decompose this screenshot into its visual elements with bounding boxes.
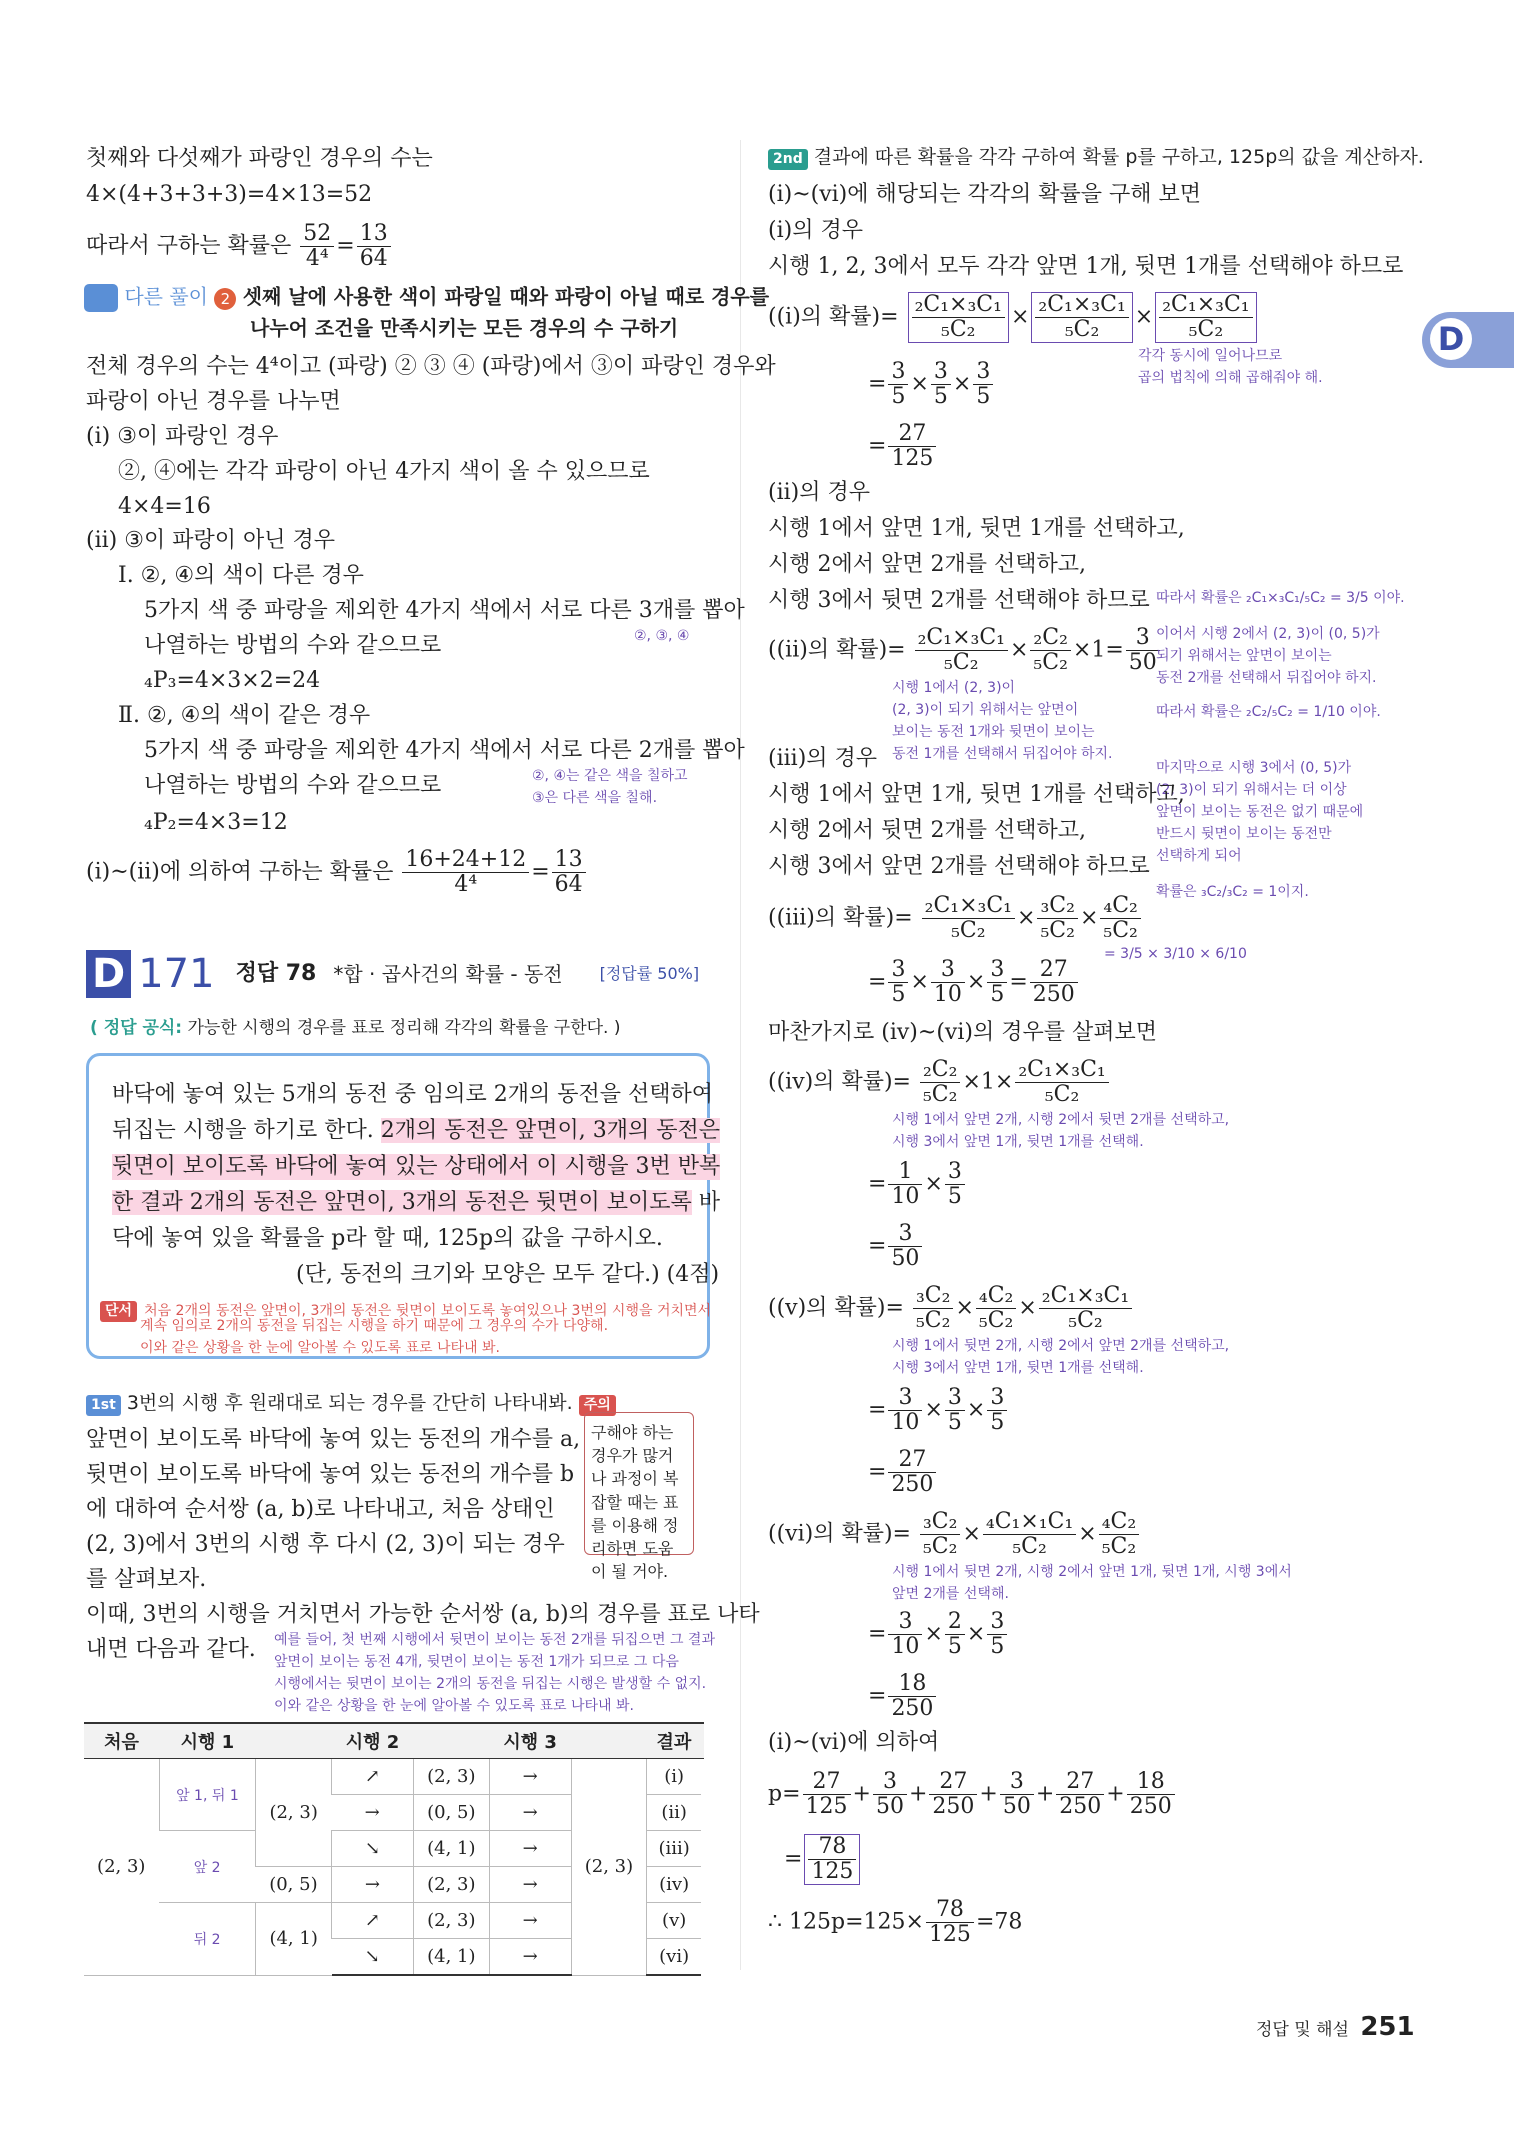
- text-line: 이때, 3번의 시행을 거치면서 가능한 순서쌍 (a, b)의 경우를 표로 나타: [86, 1602, 760, 1627]
- problem-text-line: [112, 1118, 720, 1144]
- table-cell: (2, 3): [256, 1759, 332, 1867]
- fraction: $\frac{3}{5}$: [945, 1160, 965, 1209]
- table-cell: →: [489, 1831, 571, 1867]
- fraction: $\frac{3}{50}$: [1000, 1770, 1034, 1819]
- annotation: 되기 위해서는 앞면이 보이는: [1156, 648, 1332, 664]
- hint-text: 처음 2개의 동전은 앞면이, 3개의 동전은 뒷면이 보이도록 놓여있으나 3번의 시행을 거치면서: [144, 1303, 712, 1319]
- text-line: 5가지 색 중 파랑을 제외한 4가지 색에서 서로 다른 3개를 뽑아: [144, 598, 745, 623]
- annotation: 시행 1에서 (2, 3)이: [892, 680, 1016, 696]
- table-cell: (vi): [647, 1939, 701, 1976]
- text-line: 전체 경우의 수는 4⁴이고 (파랑) ② ③ ④ (파랑)에서 ③이 파랑인 경우와: [86, 354, 776, 379]
- annotation: 시행 3에서 앞면 1개, 뒷면 1개를 선택해.: [892, 1360, 1144, 1376]
- step-tag: 2nd: [768, 149, 808, 170]
- text-segment: =78: [975, 1909, 1023, 1935]
- text-line: 마찬가지로 (iv)~(vi)의 경우를 살펴보면: [768, 1020, 1157, 1045]
- equation-label: ((i)의 확률)=: [768, 304, 899, 330]
- table-cell: (4, 1): [413, 1831, 489, 1867]
- fraction: $\frac{3}{5}$: [888, 360, 908, 409]
- table-cell: →: [489, 1867, 571, 1903]
- text-line: 시행 3에서 앞면 2개를 선택해야 하므로: [768, 854, 1150, 879]
- probability-line: 따라서 구하는 확률은 $\frac{52}{\text{4⁴}}$ = $\frac{13}{64}$: [86, 222, 393, 271]
- text-line: (i)의 경우: [768, 218, 863, 243]
- annotation-text: 확률은: [1156, 884, 1197, 900]
- equation: = $\frac{18}{250}$: [868, 1672, 938, 1721]
- fraction: $\frac{78}{125}$: [926, 1898, 974, 1947]
- table-cell: 앞 1, 뒤 1: [159, 1759, 256, 1831]
- fraction: $\frac{3}{5}$: [888, 958, 908, 1007]
- fraction: $\frac{\text{₄C₂}}{\text{₅C₂}}$: [1099, 1510, 1139, 1559]
- step-tag: 1st: [86, 1395, 121, 1416]
- table-cell: (i): [647, 1759, 701, 1795]
- text-segment: ∴ 125p=125×: [768, 1909, 924, 1935]
- fraction: $\frac{78}{125}$: [804, 1834, 860, 1885]
- equation: = $\frac{27}{125}$: [868, 422, 938, 471]
- text-line: 앞면이 보이도록 바닥에 놓여 있는 동전의 개수를 a,: [86, 1427, 581, 1452]
- text-line: (ii)의 경우: [768, 480, 870, 505]
- column-divider: [740, 140, 741, 1970]
- text-line: 시행 3에서 뒷면 2개를 선택해야 하므로: [768, 588, 1150, 613]
- fraction: $\frac{3}{5}$: [973, 360, 993, 409]
- alt-title: 셋째 날에 사용한 색이 파랑일 때와 파랑이 아닐 때로 경우를: [242, 284, 770, 309]
- fraction: $\frac{\text{₂C₂}}{\text{₅C₂}}$: [1030, 626, 1070, 675]
- formula-line: [90, 1018, 620, 1038]
- text-line: 첫째와 다섯째가 파랑인 경우의 수는: [86, 146, 433, 171]
- example-note: 이와 같은 상황을 한 눈에 알아볼 수 있도록 표로 나타내 봐.: [274, 1698, 635, 1714]
- tip-box: 구해야 하는 경우가 많거나 과정이 복잡할 때는 표를 이용해 정리하면 도움이 될 거야.: [584, 1412, 694, 1555]
- equation-label: ((vi)의 확률)=: [768, 1521, 911, 1547]
- annotation: ②, ③, ④: [634, 628, 690, 644]
- warning-tag: 주의: [579, 1395, 616, 1416]
- text-line: (i) ③이 파랑인 경우: [86, 424, 279, 449]
- equation: = $\frac{1}{10}$ × $\frac{3}{5}$: [868, 1160, 967, 1209]
- problem-header: [86, 950, 699, 998]
- annotation: 따라서 확률은 ₂C₁×₃C₁/₅C₂ = 3/5 이야.: [1156, 590, 1405, 606]
- fraction: $\frac{3}{10}$: [888, 1386, 922, 1435]
- annotation: 선택하게 되어: [1156, 848, 1242, 864]
- annotation-text: 따라서 확률은: [1156, 704, 1242, 720]
- step2-heading: [768, 146, 1424, 170]
- annotation: 시행 3에서 앞면 1개, 뒷면 1개를 선택해.: [892, 1134, 1144, 1150]
- text-line: (i)~(vi)에 의하여: [768, 1730, 940, 1755]
- highlight: 한 결과 2개의 동전은 앞면이, 3개의 동전은 뒷면이 보이도록: [112, 1190, 692, 1215]
- equation: = $\frac{3}{5}$ × $\frac{3}{5}$ × $\frac{3}{5}$: [868, 360, 995, 409]
- annotation: 앞면 2개를 선택해.: [892, 1586, 1009, 1602]
- annotation: (2, 3)이 되기 위해서는 더 이상: [1156, 782, 1347, 798]
- text-segment: (i)~(ii)에 의하여 구하는 확률은: [86, 859, 394, 885]
- fraction: $\frac{\text{₂C₁×₃C₁}}{\text{₅C₂}}$: [1155, 292, 1256, 343]
- problem-number: 171: [138, 951, 215, 997]
- answer: 정답 78: [235, 960, 317, 986]
- problem-text: 닥에 놓여 있을 확률을 p라 할 때, 125p의 값을 구하시오.: [112, 1226, 663, 1251]
- table-header: 시행 3: [489, 1723, 571, 1759]
- annotation: 시행 1에서 뒷면 2개, 시행 2에서 앞면 2개를 선택하고,: [892, 1338, 1230, 1354]
- table-cell: (0, 5): [256, 1867, 332, 1903]
- fraction: $\frac{3}{5}$: [987, 958, 1007, 1007]
- text-line: 시행 1에서 앞면 1개, 뒷면 1개를 선택하고,: [768, 516, 1185, 541]
- step-title: 결과에 따른 확률을 각각 구하여 확률 p를 구하고, 125p의 값을 계산하자.: [813, 146, 1424, 168]
- table-cell: (2, 3): [571, 1759, 647, 1976]
- equation-label: ((v)의 확률)=: [768, 1295, 904, 1321]
- fraction: $\frac{\text{₃C₂}}{\text{₅C₂}}$: [920, 1510, 960, 1559]
- table-cell: →: [489, 1795, 571, 1831]
- annotation: (2, 3)이 되기 위해서는 앞면이: [892, 702, 1079, 718]
- hint-text: 계속 임의로 2개의 동전을 뒤집는 시행을 하기 때문에 그 경우의 수가 다양해.: [140, 1318, 609, 1334]
- fraction: $\frac{52}{\text{4⁴}}$: [300, 222, 334, 271]
- annotation: 동전 2개를 선택해서 뒤집어야 하지.: [1156, 670, 1377, 686]
- table-cell: ↘: [332, 1831, 414, 1867]
- fraction: $\frac{\text{₂C₁×₃C₁}}{\text{₅C₂}}$: [908, 292, 1009, 343]
- alt-title-cont: 나누어 조건을 만족시키는 모든 경우의 수 구하기: [250, 316, 679, 340]
- text-line: 에 대하여 순서쌍 (a, b)로 나타내고, 처음 상태인: [86, 1497, 555, 1522]
- text-line: Ⅰ. ②, ④의 색이 다른 경우: [118, 563, 364, 588]
- fraction: $\frac{3}{50}$: [1126, 626, 1160, 675]
- table-cell: →: [332, 1867, 414, 1903]
- text-line: ₄P₂=4×3=12: [144, 810, 288, 835]
- annotation: 확률은 ₃C₂/₃C₂ = 1이지.: [1156, 884, 1309, 900]
- fraction: $\frac{\text{₄C₁×₁C₁}}{\text{₅C₂}}$: [983, 1510, 1076, 1559]
- text-line: 시행 1, 2, 3에서 모두 각각 앞면 1개, 뒷면 1개를 선택해야 하므로: [768, 254, 1404, 279]
- text-line: 뒷면이 보이도록 바닥에 놓여 있는 동전의 개수를 b: [86, 1462, 575, 1487]
- problem-text: 뒷면이 보이도록 바닥에 놓여 있는 상태에서 이 시행을 3번 반복: [112, 1154, 721, 1179]
- equation: = $\frac{3}{50}$: [868, 1222, 924, 1271]
- table-cell: ↗: [332, 1759, 414, 1795]
- text-segment: 따라서 구하는 확률은: [86, 233, 292, 259]
- accuracy-rate: [정답률 50%]: [599, 964, 700, 984]
- fraction: $\frac{3}{10}$: [931, 958, 965, 1007]
- table-cell: (ii): [647, 1795, 701, 1831]
- fraction: $\frac{\text{₂C₁×₃C₁}}{\text{₅C₂}}$: [1015, 1058, 1108, 1107]
- table-cell: 뒤 2: [159, 1903, 256, 1976]
- table-header-row: [84, 1723, 704, 1759]
- alt-label: 다른 풀이: [124, 284, 208, 309]
- equation: = $\frac{3}{5}$ × $\frac{3}{10}$ × $\frac{3}{5}$ = $\frac{27}{250}$: [868, 958, 1080, 1007]
- problem-text-line: [112, 1190, 720, 1216]
- text-line: 4×4=16: [118, 494, 211, 519]
- annotation: 동전 1개를 선택해서 뒤집어야 하지.: [892, 746, 1113, 762]
- annotation: ②, ④는 같은 색을 칠하고: [532, 768, 688, 784]
- equation: = $\frac{3}{10}$ × $\frac{2}{5}$ × $\frac{3}{5}$: [868, 1610, 1009, 1659]
- table-cell: (2, 3): [84, 1759, 159, 1976]
- equation-label: ((ii)의 확률)=: [768, 637, 906, 663]
- text-line: Ⅱ. ②, ④의 색이 같은 경우: [118, 703, 371, 728]
- fraction: $\frac{3}{5}$: [945, 1386, 965, 1435]
- annotation-text: 따라서 확률은: [1156, 590, 1242, 606]
- annotation: 앞면이 보이는 동전은 없기 때문에: [1156, 804, 1364, 820]
- fraction: $\frac{\text{₂C₁×₃C₁}}{\text{₅C₂}}$: [915, 626, 1008, 675]
- problem-text: (단, 동전의 크기와 모양은 모두 같다.) (4점): [296, 1262, 720, 1287]
- step1-heading: [86, 1392, 616, 1416]
- text-line: 5가지 색 중 파랑을 제외한 4가지 색에서 서로 다른 2개를 뽑아: [144, 738, 745, 763]
- fraction: $\frac{\text{₂C₁×₃C₁}}{\text{₅C₂}}$: [1031, 292, 1132, 343]
- text-line: (2, 3)에서 3번의 시행 후 다시 (2, 3)이 되는 경우: [86, 1532, 565, 1557]
- example-note: 시행에서는 뒷면이 보이는 2개의 동전을 뒤집는 시행은 발생할 수 없지.: [274, 1676, 707, 1692]
- fraction: $\frac{27}{250}$: [1056, 1770, 1104, 1819]
- fraction: $\frac{3}{5}$: [987, 1386, 1007, 1435]
- table-cell: (4, 1): [256, 1903, 332, 1976]
- table-cell: (2, 3): [413, 1867, 489, 1903]
- table-header: 결과: [647, 1723, 701, 1759]
- text-line: 4×(4+3+3+3)=4×13=52: [86, 182, 373, 207]
- equation: = $\frac{3}{10}$ × $\frac{3}{5}$ × $\frac{3}{5}$: [868, 1386, 1009, 1435]
- problem-text: 바닥에 놓여 있는 5개의 동전 중 임의로 2개의 동전을 선택하여: [112, 1082, 713, 1107]
- fraction: $\frac{3}{5}$: [987, 1610, 1007, 1659]
- fraction: $\frac{\text{₄C₂}}{\text{₅C₂}}$: [1100, 894, 1140, 943]
- section-letter: D: [86, 950, 131, 998]
- annotation: 시행 1에서 앞면 2개, 시행 2에서 뒷면 2개를 선택하고,: [892, 1112, 1230, 1128]
- fraction: $\frac{\text{₂C₁×₃C₁}}{\text{₅C₂}}$: [922, 894, 1015, 943]
- fraction: $\frac{27}{250}$: [1030, 958, 1078, 1007]
- hint-tag: 단서: [100, 1301, 137, 1322]
- fraction: $\frac{\text{₃C₂}}{\text{₅C₂}}$: [1037, 894, 1077, 943]
- alt-number-badge: 2: [214, 288, 236, 310]
- hint-text: 이와 같은 상황을 한 눈에 알아볼 수 있도록 표로 나타내 봐.: [140, 1340, 501, 1356]
- table-cell: 앞 2: [159, 1831, 256, 1903]
- equation: ((v)의 확률)= $\frac{\text{₃C₂}}{\text{₅C₂}}$ × $\frac{\text{₄C₂}}{\text{₅C₂}}$ × $\frac{\text{₂C₁×₃C₁}}{\text{₅C₂}}$: [768, 1284, 1134, 1333]
- annotation: 이어서 시행 2에서 (2, 3)이 (0, 5)가: [1156, 626, 1380, 642]
- table-cell: →: [332, 1795, 414, 1831]
- example-note: 예를 들어, 첫 번째 시행에서 뒷면이 보이는 동전 2개를 뒤집으면 그 결과: [274, 1632, 715, 1648]
- alt-solution-heading: [84, 284, 769, 312]
- fraction: $\frac{27}{250}$: [888, 1448, 936, 1497]
- people-icon: [84, 284, 118, 312]
- text-segment: 바: [698, 1190, 720, 1215]
- fraction: $\frac{\text{₂C₂}}{\text{₅C₂}}$: [920, 1058, 960, 1107]
- text-line: 시행 2에서 앞면 2개를 선택하고,: [768, 552, 1086, 577]
- fraction: $\frac{3}{10}$: [888, 1610, 922, 1659]
- annotation: 시행 1에서 뒷면 2개, 시행 2에서 앞면 1개, 뒷면 1개, 시행 3에서: [892, 1564, 1292, 1580]
- table-row: [84, 1759, 704, 1795]
- equation: p= $\frac{27}{125}$ + $\frac{3}{50}$ + $\frac{27}{250}$ + $\frac{3}{50}$ + $\frac{27}{250}$ + $\frac{18}{250}$: [768, 1770, 1177, 1819]
- equation-label: ((iv)의 확률)=: [768, 1069, 911, 1095]
- fraction: $\frac{1}{10}$: [888, 1160, 922, 1209]
- equation: ((vi)의 확률)= $\frac{\text{₃C₂}}{\text{₅C₂}}$ × $\frac{\text{₄C₁×₁C₁}}{\text{₅C₂}}$ × $\frac{\text{₄C₂}}{\text{₅C₂}}$: [768, 1510, 1141, 1559]
- text-line: 나열하는 방법의 수와 같으므로: [144, 633, 442, 658]
- fraction: $\frac{18}{250}$: [1127, 1770, 1175, 1819]
- table-cell: (0, 5): [413, 1795, 489, 1831]
- annotation: 반드시 뒷면이 보이는 동전만: [1156, 826, 1332, 842]
- table-cell: →: [489, 1939, 571, 1976]
- step-title: 3번의 시행 후 원래대로 되는 경우를 간단히 나타내봐.: [126, 1392, 573, 1414]
- fraction: $\frac{\text{₃C₂}}{\text{₅C₂}}$: [913, 1284, 953, 1333]
- probability-line: (i)~(ii)에 의하여 구하는 확률은 $\frac{16+24+12}{\text{4⁴}}$ = $\frac{13}{64}$: [86, 848, 588, 897]
- text-line: 를 살펴보자.: [86, 1567, 207, 1592]
- footer: [1256, 2012, 1415, 2043]
- table-cell: (iii): [647, 1831, 701, 1867]
- fraction: $\frac{3}{5}$: [931, 360, 951, 409]
- table-cell: ↗: [332, 1903, 414, 1939]
- text-line: (i)~(vi)에 해당되는 각각의 확률을 구해 보면: [768, 182, 1202, 207]
- table-header: [571, 1723, 647, 1759]
- text-line: (iii)의 경우: [768, 746, 878, 771]
- topic: *합 · 곱사건의 확률 - 동전: [333, 962, 563, 986]
- fraction: $\frac{2}{5}$: [945, 1610, 965, 1659]
- text-line: ②, ④에는 각각 파랑이 아닌 4가지 색이 올 수 있으므로: [118, 459, 650, 484]
- text-line: 시행 1에서 앞면 1개, 뒷면 1개를 선택하고,: [768, 782, 1185, 807]
- annotation: ③은 다른 색을 칠해.: [532, 790, 658, 806]
- table-cell: (2, 3): [413, 1759, 489, 1795]
- page-number: 251: [1360, 2012, 1415, 2042]
- text-line: 시행 2에서 뒷면 2개를 선택하고,: [768, 818, 1086, 843]
- result-table: [84, 1722, 704, 1976]
- fraction: $\frac{3}{50}$: [873, 1770, 907, 1819]
- fraction: $\frac{27}{125}$: [803, 1770, 851, 1819]
- text-line: (ii) ③이 파랑이 아닌 경우: [86, 528, 335, 553]
- annotation: 곱의 법칙에 의해 곱해줘야 해.: [1138, 370, 1323, 386]
- section-tab-letter: D: [1430, 318, 1472, 360]
- annotation: = 3/5 × 3/10 × 6/10: [1104, 946, 1247, 962]
- table-cell: ↘: [332, 1939, 414, 1976]
- footer-label: 정답 및 해설: [1256, 2020, 1349, 2040]
- equation: = $\frac{78}{125}$: [784, 1834, 862, 1885]
- equation: ((iv)의 확률)= $\frac{\text{₂C₂}}{\text{₅C₂}}$ ×1× $\frac{\text{₂C₁×₃C₁}}{\text{₅C₂}}$: [768, 1058, 1111, 1107]
- equation: ((i)의 확률)= $\frac{\text{₂C₁×₃C₁}}{\text{₅C₂}}$ × $\frac{\text{₂C₁×₃C₁}}{\text{₅C₂}}$ × $\frac{\text{₂C₁×₃C₁}}{\text{₅C₂}}$: [768, 292, 1259, 343]
- fraction: $\frac{3}{50}$: [888, 1222, 922, 1271]
- annotation: 따라서 확률은 ₂C₂/₅C₂ = 1/10 이야.: [1156, 704, 1381, 720]
- fraction: $\frac{13}{64}$: [552, 848, 586, 897]
- fraction: $\frac{18}{250}$: [888, 1672, 936, 1721]
- table-header: [701, 1723, 704, 1759]
- table-cell: →: [489, 1759, 571, 1795]
- text-line: 파랑이 아닌 경우를 나누면: [86, 389, 341, 414]
- annotation: 각각 동시에 일어나므로: [1138, 348, 1283, 364]
- text-segment: 뒤집는 시행을 하기로 한다.: [112, 1118, 374, 1143]
- equation-label: ((iii)의 확률)=: [768, 905, 913, 931]
- table-header: 처음: [84, 1723, 159, 1759]
- formula-label: ( 정답 공식:: [90, 1018, 183, 1038]
- table-header: [256, 1723, 332, 1759]
- annotation: 마지막으로 시행 3에서 (0, 5)가: [1156, 760, 1352, 776]
- fraction: $\frac{27}{125}$: [888, 422, 936, 471]
- fraction: $\frac{27}{250}$: [929, 1770, 977, 1819]
- table-header: 시행 2: [332, 1723, 414, 1759]
- equation: ((iii)의 확률)= $\frac{\text{₂C₁×₃C₁}}{\text{₅C₂}}$ × $\frac{\text{₃C₂}}{\text{₅C₂}}$ × $\frac{\text{₄C₂}}{\text{₅C₂}}$: [768, 894, 1143, 943]
- formula-text: 가능한 시행의 경우를 표로 정리해 각각의 확률을 구한다. ): [187, 1018, 621, 1038]
- table-cell: (v): [647, 1903, 701, 1939]
- fraction: $\frac{13}{64}$: [357, 222, 391, 271]
- equation: = $\frac{27}{250}$: [868, 1448, 938, 1497]
- fraction: $\frac{16+24+12}{\text{4⁴}}$: [402, 848, 529, 897]
- table-cell: (4, 1): [413, 1939, 489, 1976]
- fraction: $\frac{\text{₂C₁×₃C₁}}{\text{₅C₂}}$: [1039, 1284, 1132, 1333]
- section-tab: [1422, 312, 1514, 368]
- table-header: [413, 1723, 489, 1759]
- highlight: 2개의 동전은 앞면이, 3개의 동전은: [380, 1118, 720, 1143]
- example-note: 앞면이 보이는 동전 4개, 뒷면이 보이는 동전 1개가 되므로 그 다음: [274, 1654, 679, 1670]
- fraction: $\frac{\text{₄C₂}}{\text{₅C₂}}$: [976, 1284, 1016, 1333]
- text-line: 나열하는 방법의 수와 같으므로: [144, 773, 442, 798]
- annotation: 보이는 동전 1개와 뒷면이 보이는: [892, 724, 1095, 740]
- table-cell: →: [489, 1903, 571, 1939]
- text-line: ₄P₃=4×3×2=24: [144, 668, 321, 693]
- final-equation: [768, 1898, 1022, 1947]
- table-header: 시행 1: [159, 1723, 256, 1759]
- table-cell: (iv): [647, 1867, 701, 1903]
- table-cell: (2, 3): [413, 1903, 489, 1939]
- equation: ((ii)의 확률)= $\frac{\text{₂C₁×₃C₁}}{\text{₅C₂}}$ × $\frac{\text{₂C₂}}{\text{₅C₂}}$ ×1= $\frac{3}{50}$: [768, 626, 1162, 675]
- text-line: 내면 다음과 같다.: [86, 1637, 256, 1662]
